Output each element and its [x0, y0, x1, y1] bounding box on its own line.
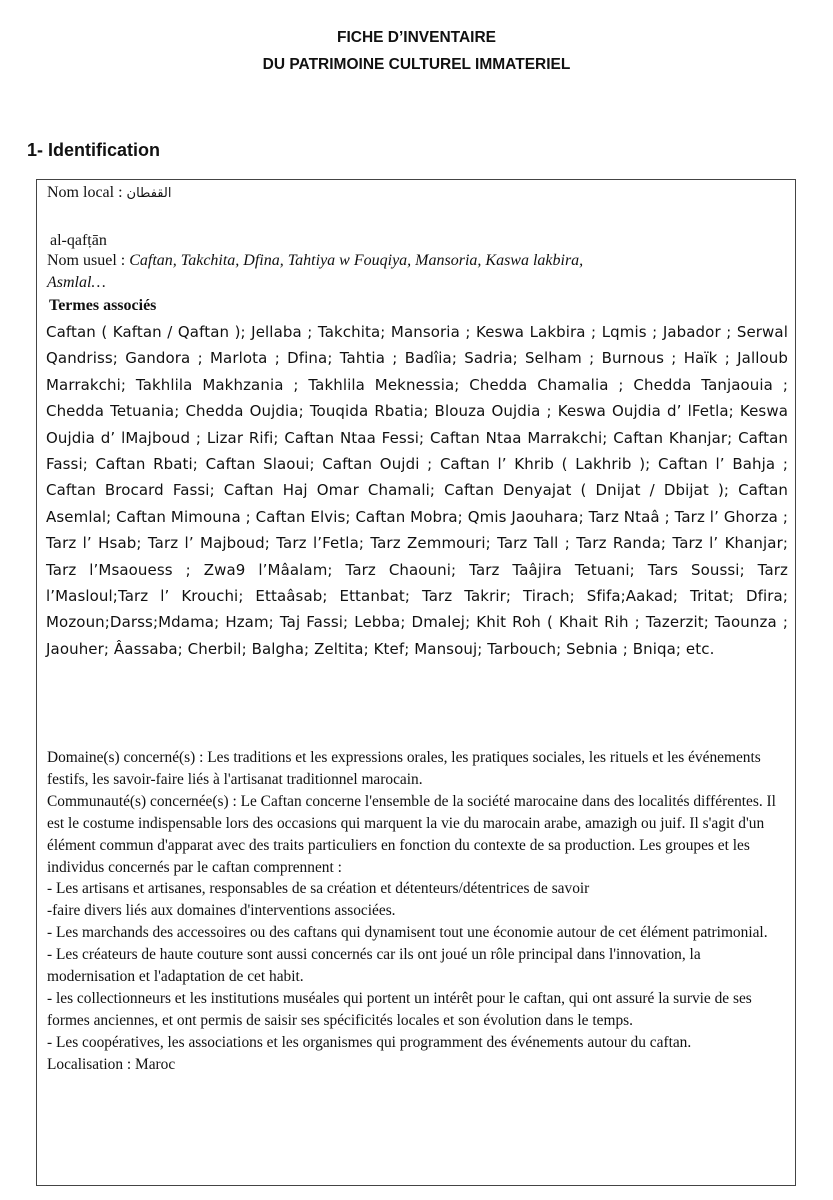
communautes-paragraph: Communauté(s) concernée(s) : Le Caftan concerne l'ensemble de la société marocaine dans des localités différentes. Il est le costume indispensable lors des occasions qui marquent la vie du marocain arabe, amazigh ou juif. Il s'agit d'un élément commun d'apparat avec des traits particuliers en fonction du contexte de sa production. Les groupes et les individus concernés par le caftan comprennent :	[47, 792, 776, 876]
termes-associes-label: Termes associés	[49, 297, 157, 314]
nom-local-label: Nom local :	[47, 184, 123, 201]
domaines-paragraph: Domaine(s) concerné(s) : Les traditions et les expressions orales, les pratiques sociales, les rituels et les événements festifs, les savoir-faire liés à l'artisanat traditionnel marocain.	[47, 749, 761, 788]
list-item-artisans	[47, 878, 787, 922]
nom-usuel-label: Nom usuel :	[47, 252, 126, 269]
list-item-collectionneurs: - les collectionneurs et les institutions muséales qui portent un intérêt pour le caftan, qui ont assuré la survie de ses formes anciennes, et ont permis de saisir ses spécificités locales et son évolution dans le temps.	[47, 989, 752, 1029]
list-item-artisans-line2: -faire divers liés aux domaines d'interventions associées.	[47, 902, 396, 920]
termes-associes-list: Caftan ( Kaftan / Qaftan ); Jellaba ; Takchita; Mansoria ; Keswa Lakbira ; Lqmis ; Jabador ; Serwal Qandriss; Gandora ; Marlota ; Dfina; Tahtia ; Badîia; Sadria; Selham ; Burnous ; Haïk ; Jalloub Marrakchi; Takhlila Makhzania ; Takhlila Meknessia; Chedda Chamalia ; Chedda Tanjaouia ; Chedda Tetuania; Chedda Oujdia; Touqida Rbatia; Blouza Oujdia ; Keswa Oujdia d’ lFetla; Keswa Oujdia d’ lMajboud ; Lizar Rifi; Caftan Ntaa Fessi; Caftan Ntaa Marrakchi; Caftan Khanjar; Caftan Fassi; Caftan Rbati; Caftan Slaoui; Caftan Oujdi ; Caftan l’ Khrib ( Lakhrib ); Caftan l’ Bahja ; Caftan Brocard Fassi; Caftan Haj Omar Chamali; Caftan Denyajat ( Dnijat / Dbijat ); Caftan Asemlal; Caftan Mimouna ; Caftan Elvis; Caftan Mobra; Qmis Jaouhara; Tarz Ntaâ ; Tarz l’ Ghorza ; Tarz l’ Hsab; Tarz l’ Majboud; Tarz l’Fetla; Tarz Zemmouri; Tarz Tall ; Tarz Randa; Tarz l’ Khanjar; Tarz l’Msaouess ; Zwa9 l’Mâalam; Tarz Chaouni; Tarz Taâjira Tetuani; Tars Soussi; Tarz l’Masloul;Tarz l’ Krouchi; Ettaâsab; Ettanbat; Tarz Takrir; Tirach; Sfifa;Aakad; Tritat; Dfira; Mozoun;Darss;Mdama; Hzam; Taj Fassi; Lebba; Dmalej; Khit Roh ( Khait Rih ; Tazerzit; Taounza ; Jaouher; Âassaba; Cherbil; Balgha; Zeltita; Ktef; Mansouj; Tarbouch; Sebnia ; Bniqa; etc.	[46, 323, 788, 658]
nom-usuel-continuation: Asmlal…	[47, 274, 106, 291]
nom-usuel-row	[47, 252, 583, 270]
transliteration: al-qafṭān	[50, 232, 107, 249]
identification-box	[36, 179, 796, 1186]
header-title-line1: FICHE D’INVENTAIRE	[336, 29, 497, 46]
list-item-cooperatives: - Les coopératives, les associations et les organismes qui programment des événements autour du caftan.	[47, 1033, 692, 1051]
section-title: 1- Identification	[27, 140, 161, 160]
header-title-line2: DU PATRIMOINE CULTUREL IMMATERIEL	[262, 56, 571, 73]
nom-usuel-value: Caftan, Takchita, Dfina, Tahtiya w Fouqiya, Mansoria, Kaswa lakbira,	[129, 252, 584, 269]
document-header	[0, 24, 833, 78]
list-item-createurs: - Les créateurs de haute couture sont aussi concernés car ils ont joué un rôle principal dans l'innovation, la modernisation et l'adaptation de cet habit.	[47, 946, 701, 986]
nom-local-arabic: القفطان	[126, 186, 172, 201]
localisation: Localisation : Maroc	[47, 1055, 176, 1073]
nom-local-row	[47, 184, 171, 202]
details-section	[47, 747, 787, 1076]
list-item-artisans-line1: - Les artisans et artisanes, responsables de sa création et détenteurs/détentrices de savoir	[47, 880, 590, 898]
list-item-marchands: - Les marchands des accessoires ou des caftans qui dynamisent tout une économie autour de cet élément patrimonial.	[47, 924, 768, 942]
